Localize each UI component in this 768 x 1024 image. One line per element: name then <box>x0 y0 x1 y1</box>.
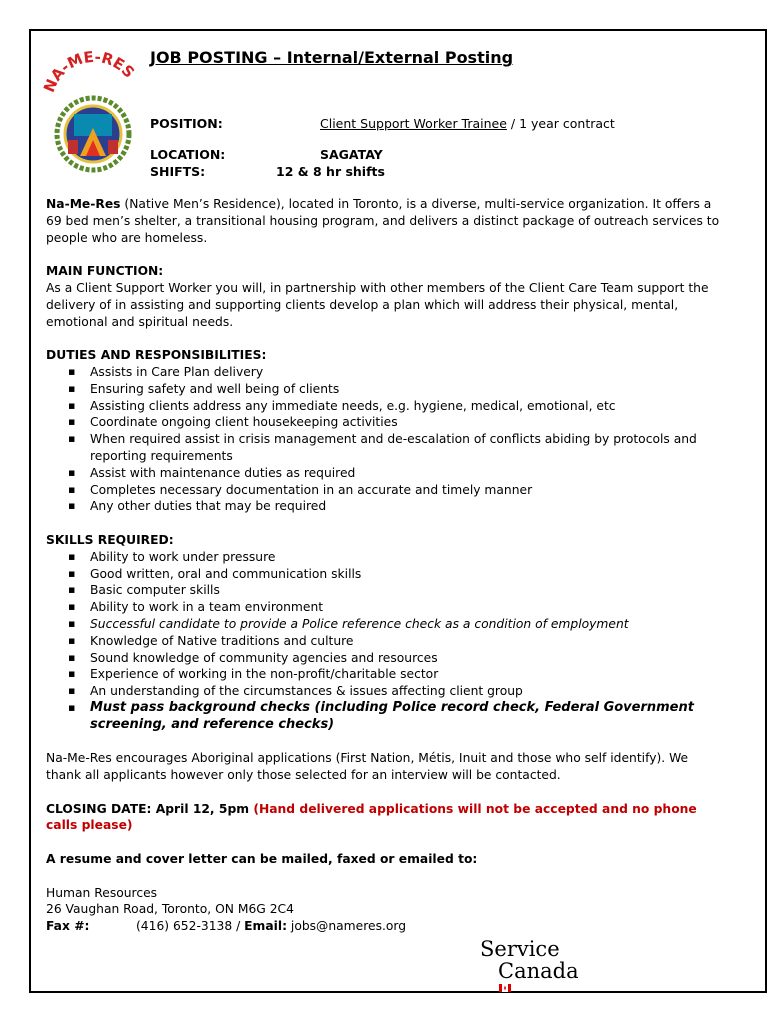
list-item: ▪ Must pass background checks (including Police record check, Federal Government screening, and reference checks) <box>46 700 726 734</box>
closing-note: (Hand delivered applications will not be accepted and no phone calls please) <box>46 801 697 833</box>
location-value: SAGATAY <box>320 147 383 162</box>
skills-list <box>46 549 726 734</box>
list-item: ▪ Assists in Care Plan delivery <box>46 364 726 381</box>
list-item: ▪ Assist with maintenance duties as required <box>46 465 726 482</box>
list-item: ▪ Knowledge of Native traditions and culture <box>46 633 726 650</box>
list-item: ▪ Good written, oral and communication skills <box>46 566 726 583</box>
svg-text:NA-ME-RES <box>40 48 138 95</box>
list-item: ▪ Ability to work in a team environment <box>46 599 726 616</box>
list-item: ▪ An understanding of the circumstances & issues affecting client group <box>46 683 726 700</box>
logo-text: NA-ME-RES <box>40 47 139 95</box>
contact-address: 26 Vaughan Road, Toronto, ON M6G 2C4 <box>46 902 294 917</box>
list-item: ▪ When required assist in crisis management and de-escalation of conflicts abiding by protocols and reporting requirements <box>46 431 726 465</box>
list-item: ▪ Ensuring safety and well being of clients <box>46 381 726 398</box>
location-label: LOCATION: <box>150 147 226 162</box>
canada-flag-icon <box>499 984 511 992</box>
contact-dept: Human Resources <box>46 885 158 900</box>
list-item: ▪ Successful candidate to provide a Police reference check as a condition of employment <box>46 616 726 633</box>
encourage-paragraph: Na-Me-Res encourages Aboriginal applications (First Nation, Métis, Inuit and those who self identify). We thank all applicants however only those selected for an interview will be contacted. <box>46 751 689 783</box>
posting-body <box>46 196 726 935</box>
email-link: jobs@nameres.org <box>287 919 407 934</box>
contact-fax-email: Fax #: (416) 652-3138 / Email: jobs@nameres.org <box>46 919 407 934</box>
position-label: POSITION: <box>150 116 223 131</box>
closing-date: CLOSING DATE: April 12, 5pm (Hand delivered applications will not be accepted and no phone calls please) <box>46 801 697 833</box>
intro-paragraph: Na-Me-Res (Native Men’s Residence), located in Toronto, is a diverse, multi-service organization. It offers a 69 bed men’s shelter, a transitional housing program, and delivers a distinct package of outreach services to people who are homeless. <box>46 197 720 245</box>
main-function-heading: MAIN FUNCTION: <box>46 264 164 279</box>
org-name: Na-Me-Res <box>46 197 121 211</box>
list-item: ▪ Ability to work under pressure <box>46 549 726 566</box>
position-suffix: / 1 year contract <box>506 116 615 131</box>
service-canada-logo: Service Canada <box>480 938 590 986</box>
duties-heading: DUTIES AND RESPONSIBILITIES: <box>46 348 267 363</box>
position-title: Client Support Worker Trainee <box>320 116 507 131</box>
position-value <box>320 116 615 131</box>
list-item: ▪ Coordinate ongoing client housekeeping activities <box>46 414 726 431</box>
skills-heading: SKILLS REQUIRED: <box>46 532 174 547</box>
duties-list <box>46 364 726 515</box>
list-item: ▪ Experience of working in the non-profit/charitable sector <box>46 666 726 683</box>
list-item: ▪ Basic computer skills <box>46 582 726 599</box>
list-item: ▪ Completes necessary documentation in an accurate and timely manner <box>46 482 726 499</box>
resume-line: A resume and cover letter can be mailed, faxed or emailed to: <box>46 852 478 867</box>
nameres-logo <box>40 44 145 174</box>
page-title: JOB POSTING – Internal/External Posting <box>150 48 514 67</box>
shifts-value: 12 & 8 hr shifts <box>276 164 385 179</box>
shifts-label: SHIFTS: <box>150 164 206 179</box>
list-item: ▪ Any other duties that may be required <box>46 498 726 515</box>
main-function-text: As a Client Support Worker you will, in partnership with other members of the Client Care Team support the delivery of in assisting and supporting clients develop a plan which will address their physical, mental, emotional and spiritual needs. <box>46 280 709 329</box>
list-item: ▪ Assisting clients address any immediate needs, e.g. hygiene, medical, emotional, etc <box>46 398 726 415</box>
list-item: ▪ Sound knowledge of community agencies and resources <box>46 650 726 667</box>
